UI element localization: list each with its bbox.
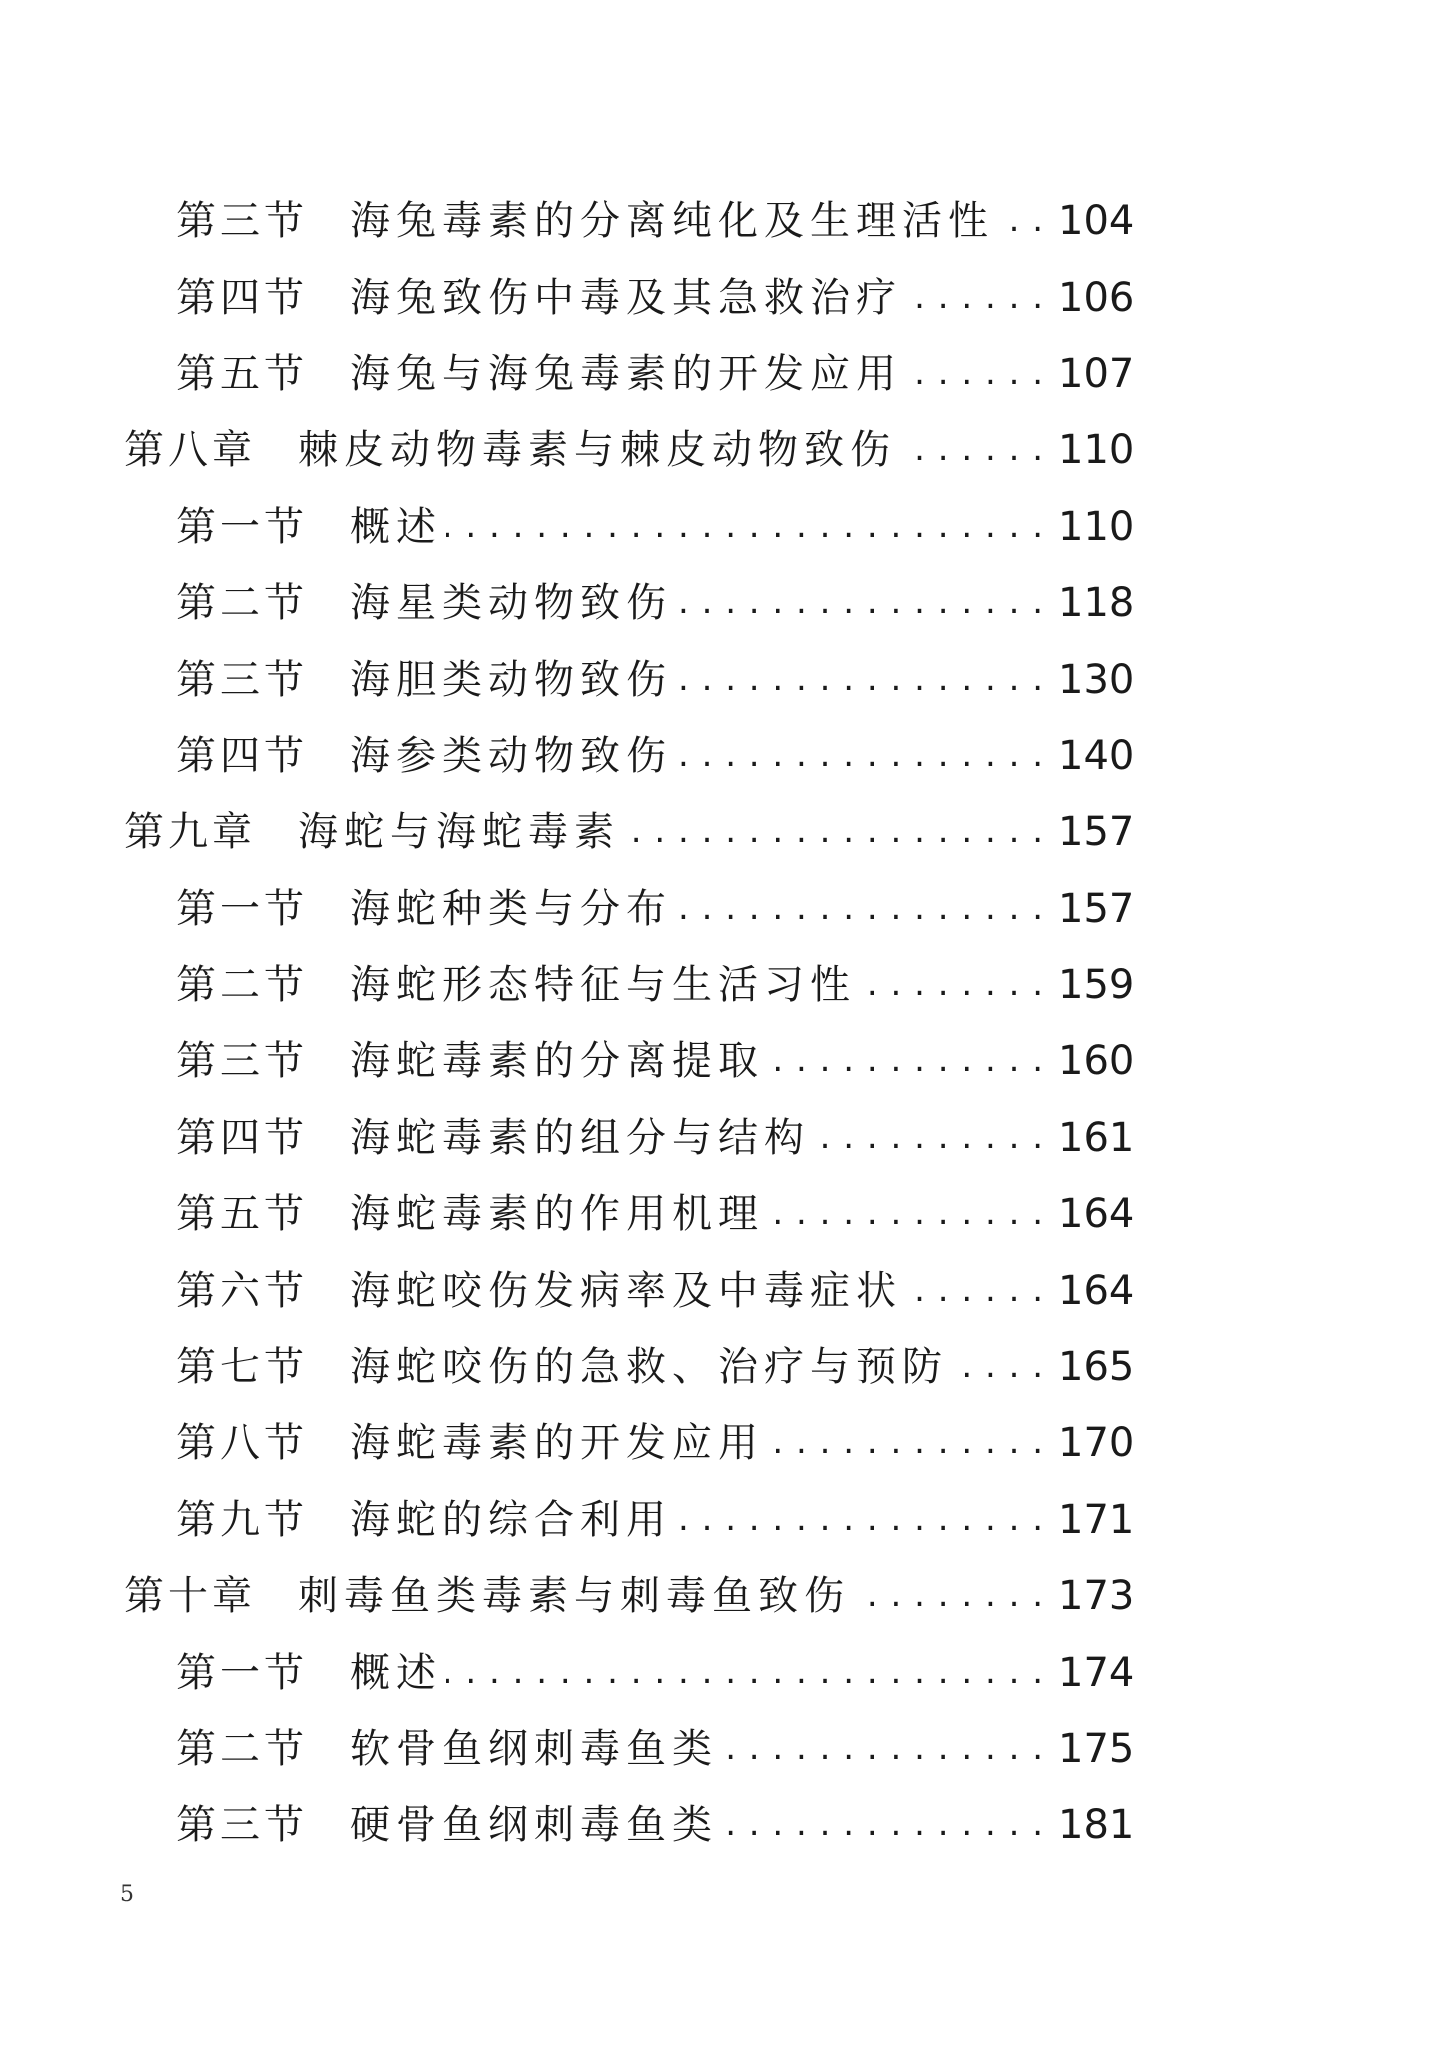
- toc-entry-title: 软骨鱼纲刺毒鱼类: [350, 1726, 718, 1772]
- toc-dot-leader: [906, 1271, 1044, 1311]
- toc-entry-title: 海蛇毒素的组分与结构: [350, 1114, 810, 1161]
- toc-entry-title: 海参类动物致伤: [350, 732, 672, 779]
- toc-entry-page: 161: [1058, 1114, 1135, 1161]
- toc-section-entry: [0, 1252, 1448, 1328]
- toc-dot-leader: [624, 812, 1044, 852]
- toc-dot-leader: [676, 660, 1044, 700]
- toc-dot-leader: [446, 1653, 1044, 1693]
- toc-entry-title: 概述: [350, 1649, 442, 1696]
- toc-entry-title: 海蛇与海蛇毒素: [298, 809, 620, 856]
- toc-dot-leader: [768, 1423, 1044, 1463]
- toc-section-entry: [0, 1023, 1448, 1099]
- toc-dot-leader: [814, 1118, 1044, 1158]
- toc-section-entry: [0, 1634, 1448, 1710]
- toc-entry-label: 第五节: [176, 350, 308, 397]
- toc-entry-page: 110: [1058, 427, 1135, 474]
- toc-entry-label: 第二节: [176, 1726, 308, 1772]
- toc-dot-leader: [722, 1805, 1044, 1845]
- toc-entry-label: 第十章: [124, 1573, 256, 1620]
- toc-entry-label: 第七节: [176, 1344, 308, 1391]
- toc-entry-page: 164: [1058, 1267, 1135, 1314]
- toc-entry-title: 海兔与海兔毒素的开发应用: [350, 350, 902, 397]
- toc-entry-label: 第八章: [124, 427, 256, 474]
- toc-section-entry: [0, 1482, 1448, 1558]
- toc-chapter-entry: [0, 412, 1448, 488]
- toc-entry-title: 海兔致伤中毒及其急救治疗: [350, 274, 902, 321]
- toc-section-entry: [0, 947, 1448, 1023]
- toc-entry-label: 第四节: [176, 274, 308, 321]
- toc-section-entry: [0, 1405, 1448, 1481]
- toc-dot-leader: [768, 1041, 1044, 1081]
- toc-entry-page: 175: [1058, 1726, 1135, 1772]
- toc-entry-page: 164: [1058, 1191, 1135, 1238]
- toc-entry-title: 棘皮动物毒素与棘皮动物致伤: [298, 427, 896, 474]
- toc-entry-label: 第三节: [176, 1038, 308, 1085]
- toc-dot-leader: [900, 430, 1044, 470]
- toc-section-entry: [0, 641, 1448, 717]
- toc-dot-leader: [676, 889, 1044, 929]
- toc-entry-page: 110: [1058, 503, 1135, 550]
- toc-entry-label: 第九节: [176, 1496, 308, 1543]
- toc-entry-label: 第五节: [176, 1191, 308, 1238]
- toc-entry-label: 第三节: [176, 656, 308, 703]
- toc-entry-page: 130: [1058, 656, 1135, 703]
- toc-dot-leader: [768, 1194, 1044, 1234]
- toc-dot-leader: [906, 354, 1044, 394]
- toc-dot-leader: [952, 1347, 1044, 1387]
- toc-entry-label: 第九章: [124, 809, 256, 856]
- toc-entry-page: 160: [1058, 1038, 1135, 1085]
- page-number: 5: [120, 1882, 134, 1907]
- toc-entry-title: 海蛇种类与分布: [350, 885, 672, 932]
- toc-entry-page: 107: [1058, 350, 1135, 397]
- toc-entry-label: 第二节: [176, 580, 308, 627]
- toc-entry-page: 157: [1058, 885, 1135, 932]
- toc-section-entry: [0, 1100, 1448, 1176]
- toc-dot-leader: [722, 1729, 1044, 1769]
- toc-entry-title: 海星类动物致伤: [350, 580, 672, 627]
- toc-section-entry: [0, 871, 1448, 947]
- toc-dot-leader: [998, 201, 1044, 241]
- toc-entry-label: 第三节: [176, 198, 308, 245]
- toc-section-entry: [0, 1176, 1448, 1252]
- toc-entry-title: 海蛇的综合利用: [350, 1496, 672, 1543]
- toc-entry-label: 第三节: [176, 1802, 308, 1849]
- toc-entry-title: 硬骨鱼纲刺毒鱼类: [350, 1802, 718, 1849]
- table-of-contents: [0, 183, 1448, 1864]
- toc-entry-title: 海胆类动物致伤: [350, 656, 672, 703]
- toc-entry-label: 第六节: [176, 1267, 308, 1314]
- toc-entry-label: 第一节: [176, 885, 308, 932]
- toc-entry-title: 海蛇毒素的作用机理: [350, 1191, 764, 1238]
- toc-dot-leader: [676, 583, 1044, 623]
- toc-section-entry: [0, 336, 1448, 412]
- toc-entry-title: 刺毒鱼类毒素与刺毒鱼致伤: [298, 1573, 850, 1620]
- toc-entry-title: 海蛇咬伤的急救、治疗与预防: [350, 1344, 948, 1391]
- toc-entry-title: 海蛇毒素的开发应用: [350, 1420, 764, 1467]
- toc-section-entry: [0, 565, 1448, 641]
- toc-entry-label: 第一节: [176, 1649, 308, 1696]
- toc-entry-title: 概述: [350, 503, 442, 550]
- toc-dot-leader: [854, 1576, 1044, 1616]
- toc-section-entry: [0, 259, 1448, 335]
- toc-entry-page: 104: [1058, 198, 1135, 245]
- toc-entry-page: 106: [1058, 274, 1135, 321]
- toc-entry-label: 第四节: [176, 1114, 308, 1161]
- toc-entry-label: 第二节: [176, 962, 308, 1009]
- toc-entry-title: 海蛇毒素的分离提取: [350, 1038, 764, 1085]
- toc-section-entry: [0, 718, 1448, 794]
- toc-entry-page: 159: [1058, 962, 1135, 1009]
- toc-entry-label: 第八节: [176, 1420, 308, 1467]
- toc-entry-page: 171: [1058, 1496, 1135, 1543]
- toc-entry-page: 173: [1058, 1573, 1135, 1620]
- toc-chapter-entry: [0, 1558, 1448, 1634]
- toc-dot-leader: [446, 507, 1044, 547]
- toc-section-entry: [0, 1329, 1448, 1405]
- toc-section-entry: [0, 489, 1448, 565]
- toc-entry-page: 165: [1058, 1344, 1135, 1391]
- toc-entry-title: 海兔毒素的分离纯化及生理活性: [350, 198, 994, 245]
- toc-dot-leader: [860, 965, 1044, 1005]
- toc-dot-leader: [906, 278, 1044, 318]
- toc-section-entry: [0, 1787, 1448, 1863]
- toc-chapter-entry: [0, 794, 1448, 870]
- toc-entry-page: 174: [1058, 1649, 1135, 1696]
- toc-section-entry: [0, 1711, 1448, 1787]
- toc-entry-title: 海蛇咬伤发病率及中毒症状: [350, 1267, 902, 1314]
- toc-entry-page: 118: [1058, 580, 1135, 627]
- toc-entry-label: 第一节: [176, 503, 308, 550]
- toc-dot-leader: [676, 736, 1044, 776]
- toc-section-entry: [0, 183, 1448, 259]
- toc-entry-page: 181: [1058, 1802, 1135, 1849]
- toc-entry-title: 海蛇形态特征与生活习性: [350, 962, 856, 1009]
- toc-entry-label: 第四节: [176, 732, 308, 779]
- toc-entry-page: 157: [1058, 809, 1135, 856]
- toc-dot-leader: [676, 1500, 1044, 1540]
- toc-entry-page: 140: [1058, 732, 1135, 779]
- toc-entry-page: 170: [1058, 1420, 1135, 1467]
